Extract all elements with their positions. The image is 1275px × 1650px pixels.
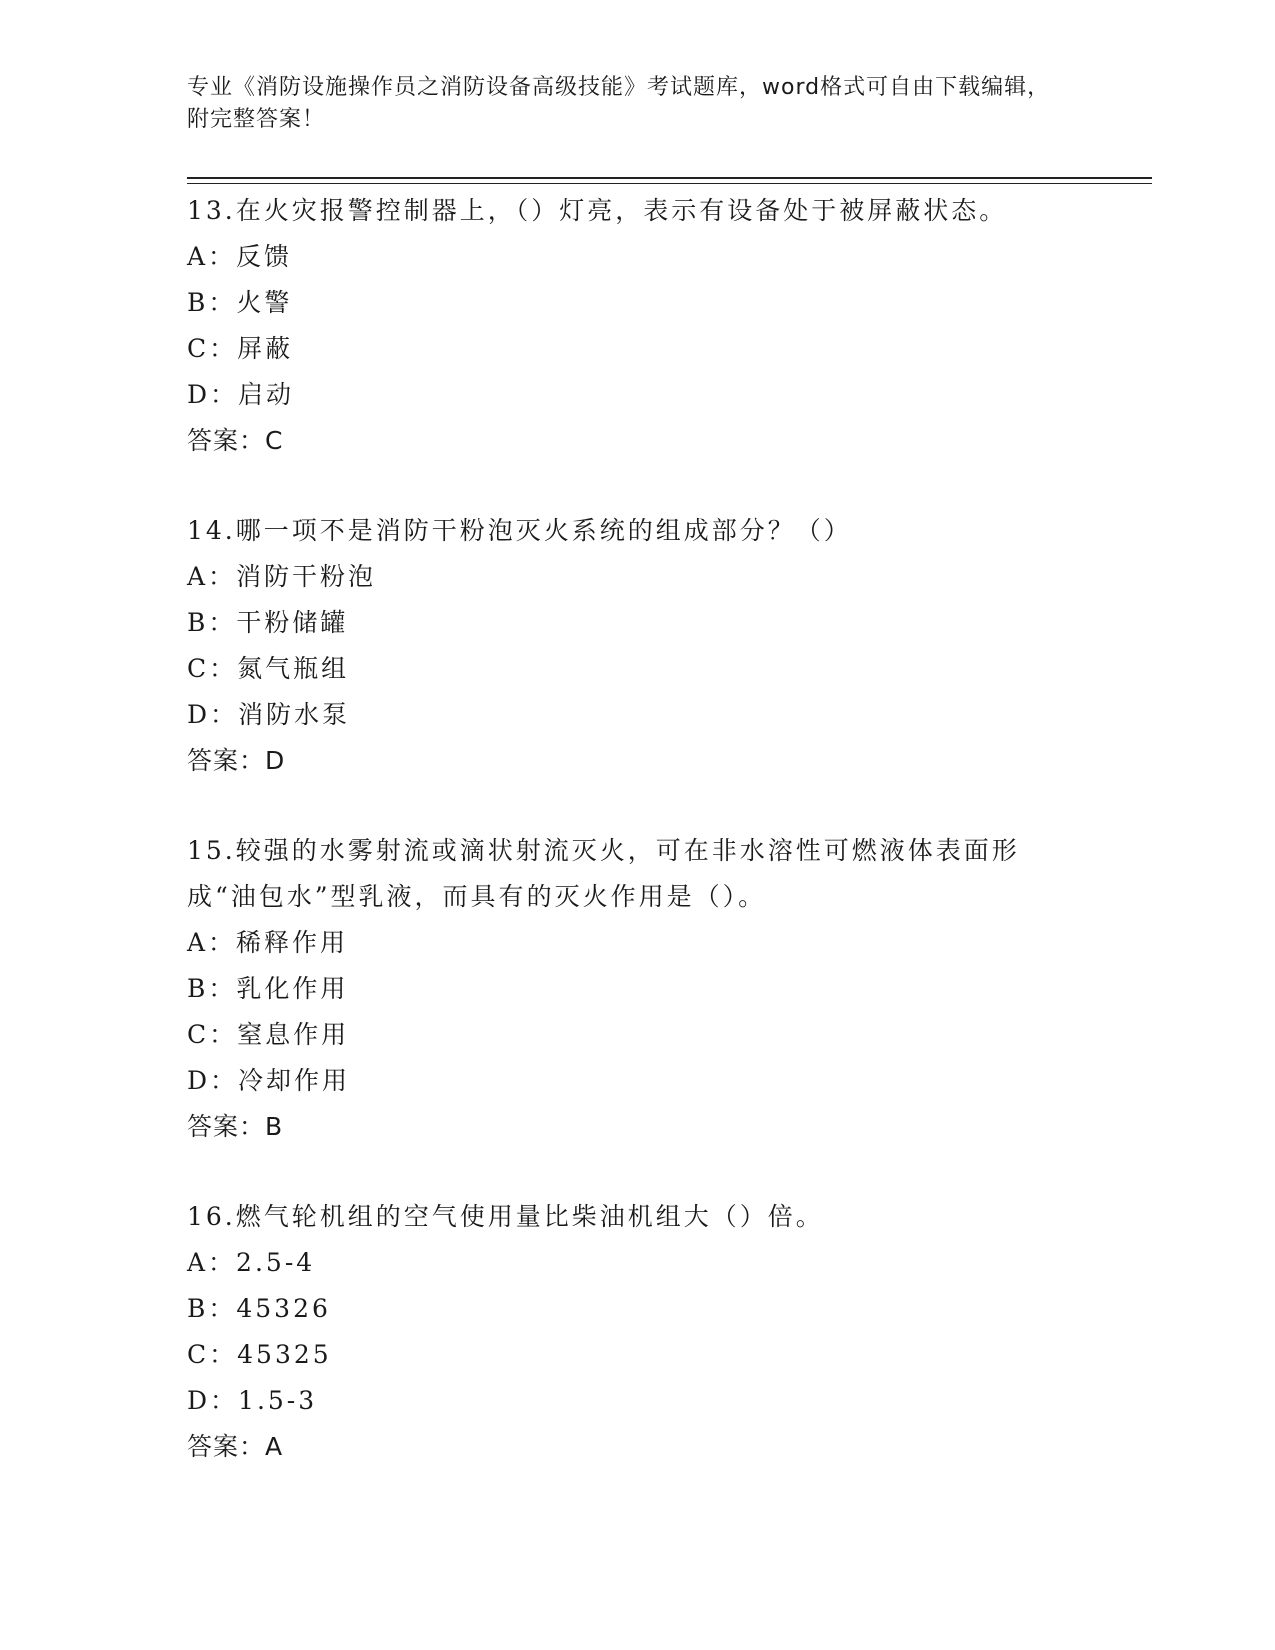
answer-line: 答案：A [187, 1432, 284, 1461]
question-stem: 16.燃气轮机组的空气使用量比柴油机组大（）倍。 [187, 1202, 824, 1231]
question-14 [187, 508, 1087, 784]
option-c: C：屏蔽 [187, 334, 294, 363]
question-stem: 14.哪一项不是消防干粉泡灭火系统的组成部分？（） [187, 516, 852, 545]
option-a: A：消防干粉泡 [187, 562, 377, 591]
option-b: B：45326 [187, 1294, 331, 1323]
option-d: D：1.5-3 [187, 1386, 318, 1415]
option-d: D：冷却作用 [187, 1066, 351, 1095]
option-b: B：乳化作用 [187, 974, 349, 1003]
option-a: A：稀释作用 [187, 928, 349, 957]
question-16 [187, 1194, 1087, 1470]
answer-line: 答案：D [187, 746, 286, 775]
question-stem: 13.在火灾报警控制器上，（）灯亮，表示有设备处于被屏蔽状态。 [187, 196, 1008, 225]
option-b: B：火警 [187, 288, 293, 317]
option-a: A：2.5-4 [187, 1248, 316, 1277]
option-d: D：消防水泵 [187, 700, 351, 729]
option-c: C：窒息作用 [187, 1020, 350, 1049]
question-15 [187, 828, 1087, 1150]
header-divider-thin [187, 183, 1152, 184]
option-c: C：45325 [187, 1340, 332, 1369]
option-b: B：干粉储罐 [187, 608, 349, 637]
option-c: C：氮气瓶组 [187, 654, 350, 683]
header-divider-thick [187, 177, 1152, 179]
answer-line: 答案：B [187, 1112, 284, 1141]
option-a: A：反馈 [187, 242, 293, 271]
document-intro: 专业《消防设施操作员之消防设备高级技能》考试题库，word格式可自由下载编辑，附完整答案！ [187, 75, 1051, 132]
question-stem: 15.较强的水雾射流或滴状射流灭火，可在非水溶性可燃液体表面形成“油包水”型乳液，而具有的灭火作用是（）。 [187, 836, 1020, 911]
question-13 [187, 188, 1087, 464]
option-d: D：启动 [187, 380, 295, 409]
answer-line: 答案：C [187, 426, 284, 455]
